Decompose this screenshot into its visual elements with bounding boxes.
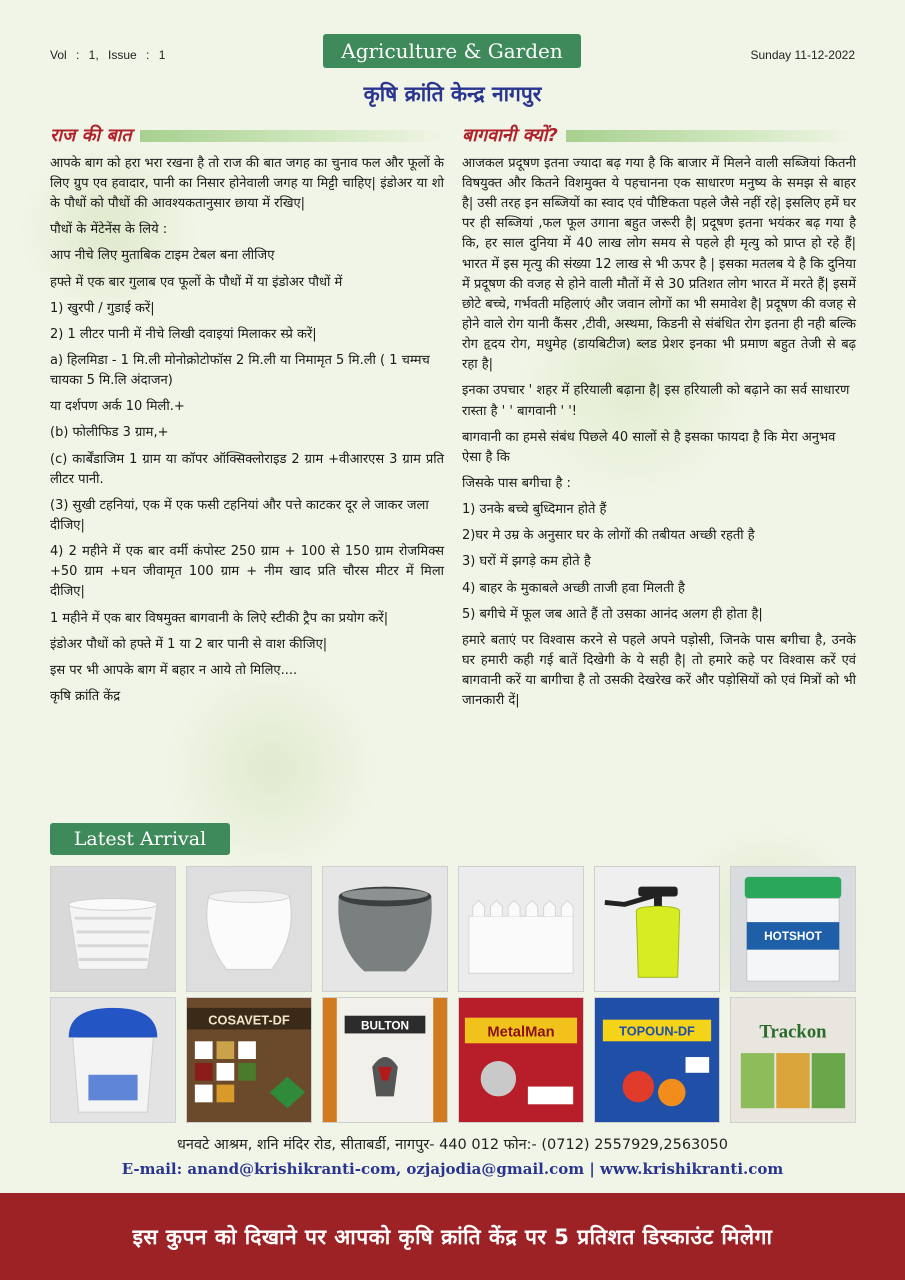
left-signature: कृषि क्रांति केंद्र [50,688,121,704]
product-white-ceramic-pot[interactable] [186,866,312,992]
product-bulton-pack[interactable] [322,997,448,1123]
volume-issue: Vol : 1, Issue : 1 [50,48,166,62]
left-paragraph: हफ्ते में एक बार गुलाब एव फूलों के पौधों में या इंडोअर पौधों में [50,274,343,290]
left-paragraph: 1) खुरपी / गुडाई करें| [50,300,155,316]
product-yellow-pressure-sprayer[interactable] [594,866,720,992]
heading-bar [566,130,856,142]
product-white-woven-planter[interactable] [50,866,176,992]
heading-bar [140,130,444,142]
right-paragraph: जिसके पास बगीचा है : [462,476,571,491]
left-column [50,122,444,713]
left-paragraph: (c) कार्बेंडाजिम 1 ग्राम या कॉपर ऑक्सिक्लोराइड 2 ग्राम +वीआरएस 3 ग्राम प्रति लीटर पानी. [50,451,444,487]
right-paragraph: 2)घर मे उम्र के अनुसार घर के लोगों की तबीयत अच्छी रहती है [462,528,755,544]
bulton-image [323,998,447,1122]
left-paragraph: पौधों के मेंटेनेंस के लिये : [50,222,168,238]
right-paragraph: 4) बाहर के मुकाबले अच्छी ताजी हवा मिलती है [462,580,685,596]
bulton-label: BULTON [360,1018,410,1033]
left-paragraph: आपके बाग को हरा भरा रखना है तो राज की बात जगह का चुनाव फल और फूलों के लिए ग्रुप एव हवादार, पानी का निसार होनेवाली जगह या मिट्टी चाहिए| इंडोअर या शो के पौधों को पौधों की आवश्यकतानुसार छाया में रखिए| [50,155,444,212]
metalman-image [459,998,583,1122]
right-paragraph: 1) उनके बच्चे बुध्दिमान होते हैं [462,502,607,518]
right-paragraph: इनका उपचार ' शहर में हरियाली बढ़ाना है| इस हरियाली को बढ़ाने का सर्व साधारण रास्ता है ' ' बागवानी ' '! [462,383,850,419]
latest-arrival-tag: Latest Arrival [50,823,230,855]
left-paragraph: 4) 2 महीने में एक बार वर्मी कंपोस्ट 250 ग्राम + 100 से 150 ग्राम रोजमिक्स +50 ग्राम +घन जीवामृत 100 ग्राम + नीम खाद प्रति चौरस मीटर में मिला दीजिए| [50,544,444,600]
footer-contacts[interactable]: E-mail: anand@krishikranti-com, ozjajodia@gmail.com | www.krishikranti.com [121,1160,784,1178]
hotshot-image [731,867,855,991]
product-grey-round-pot[interactable] [322,866,448,992]
sprayer-image [595,867,719,991]
right-column [462,122,856,717]
right-heading: बागवानी क्यों? [462,125,558,146]
left-paragraph: 2) 1 लीटर पानी में नीचे लिखी दवाइयां मिलाकर स्प्रे करें| [50,326,317,342]
masthead-title: कृषि क्रांति केन्द्र नागपुर [363,82,542,106]
product-hotshot-container[interactable] [730,866,856,992]
left-paragraph: या दर्शपण अर्क 10 मिली.+ [50,399,185,415]
trackon-label: Trackon [759,1021,827,1043]
left-heading: राज की बात [50,125,132,146]
bucket-image [51,998,175,1122]
footer-address: धनवटे आश्रम, शनि मंदिर रोड, सीताबर्डी, नागपुर- 440 012 फोन:- (0712) 2557929,2563050 [177,1137,728,1153]
product-metalman-pack[interactable] [458,997,584,1123]
left-paragraph: आप नीचे लिए मुताबिक टाइम टेबल बना लीजिए [50,248,275,264]
picket-planter-image [459,867,583,991]
right-paragraph: आजकल प्रदूषण इतना ज्यादा बढ़ गया है कि बाजार में मिलने वाली सब्जियां कितनी विषयुक्त और कितने विशमुक्त ये पहचानना एक साधारण मनुष्य के समझ से बाहर है| उसी तरह इन सब्जियों का स्वाद एवं पौष्टिकता पहले जैसे नहीं रहे| इसलिए हमें घर पर ही सब्जियां ,फल फूल उगाना बहुत जरूरी है| प्रदूषण इतना भयंकर बढ़ गया है कि, हर साल दुनिया में 40 लाख लोग समय से पहले ही मृत्यु को प्राप्त हो रहे हैं| भारत में इस मृत्यु की संख्या 12 लाख से भी ऊपर है | इसका मतलब ये है कि दुनिया में प्रदूषण की वजह से होने वाली मौतों में से 30 प्रतिशत लोग भारत में मरते हैं| इसमें छोटे बच्चे, गर्भवती महिलाएं और जवान लोगों का भी समावेश है| प्रदूषण की वजह से होने वाले रोग यानी कैंसर ,टीवी, अस्थमा, किडनी से संबंधित रोग इतना ही नही बल्कि रोग हृदय रोग, मधुमेह (डायबिटीज) ब्लड प्रेशर इनका भी प्रमाण बहुत तेजी से बढ़ रहा है| [462,155,856,373]
woven-planter-image [51,867,175,991]
masthead-tag: Agriculture & Garden [323,34,581,68]
left-paragraph: इस पर भी आपके बाग में बहार न आये तो मिलिए.... [50,662,298,678]
cosavet-image [187,998,311,1122]
hotshot-label: HOTSHOT [764,928,822,943]
right-paragraph: बागवानी का हमसे संबंध पिछले 40 सालों से है इसका फायदा है कि मेरा अनुभव ऐसा है कि [462,429,836,465]
coupon-banner: इस कुपन को दिखाने पर आपको कृषि क्रांति केंद्र पर 5 प्रतिशत डिस्काउंट मिलेगा [0,1193,905,1280]
right-heading-row [462,122,856,150]
product-cosavet-df-pack[interactable] [186,997,312,1123]
topoun-label: TOPOUN-DF [619,1023,695,1039]
ceramic-pot-image [187,867,311,991]
product-grid [50,866,856,1123]
left-paragraph: (3) सुखी टहनियां, एक में एक फसी टहनियां और पत्ते काटकर दूर ले जाकर जला दीजिए| [50,497,429,533]
product-blue-lid-bucket[interactable] [50,997,176,1123]
left-heading-row [50,122,444,150]
right-paragraph: 5) बगीचे में फूल जब आते हैं तो उसका आनंद अलग ही होता है| [462,606,763,622]
left-paragraph: a) हिलमिडा - 1 मि.ली मोनोक्रोटोफॉस 2 मि.ली या निमामृत 5 मि.ली ( 1 चम्मच चायका 5 मि.लि अंदाजन) [50,353,430,389]
product-topoun-df-pack[interactable] [594,997,720,1123]
metalman-label: MetalMan [487,1024,555,1041]
right-paragraph: हमारे बताएं पर विश्वास करने से पहले अपने पड़ोसी, जिनके पास बगीचा है, उनके घर हमारी कही गई बातें दिखेगी के ये सही है| तो हमारे कहे पर विश्वास करें एवं बागवानी करें या बागीचा है तो उसकी देखरेख करें और पड़ोसियों को एवं मित्रों को भी जानकारी दें| [462,632,856,709]
trackon-image [731,998,855,1122]
right-paragraph: 3) घरों में झगड़े कम होते है [462,554,591,570]
grey-pot-image [323,867,447,991]
product-white-picket-planter[interactable] [458,866,584,992]
left-paragraph: इंडोअर पौधों को हफ्ते में 1 या 2 बार पानी से वाश कीजिए| [50,636,328,652]
issue-date: Sunday 11-12-2022 [750,48,855,62]
left-paragraph: 1 महीने में एक बार विषमुक्त बागवानी के लिऐ स्टीकी ट्रैप का प्रयोग करें| [50,610,389,626]
left-paragraph: (b) फोलीफिड 3 ग्राम,+ [50,425,169,441]
topoun-image [595,998,719,1122]
cosavet-label: COSAVET-DF [208,1012,290,1028]
product-trackon-pack[interactable] [730,997,856,1123]
